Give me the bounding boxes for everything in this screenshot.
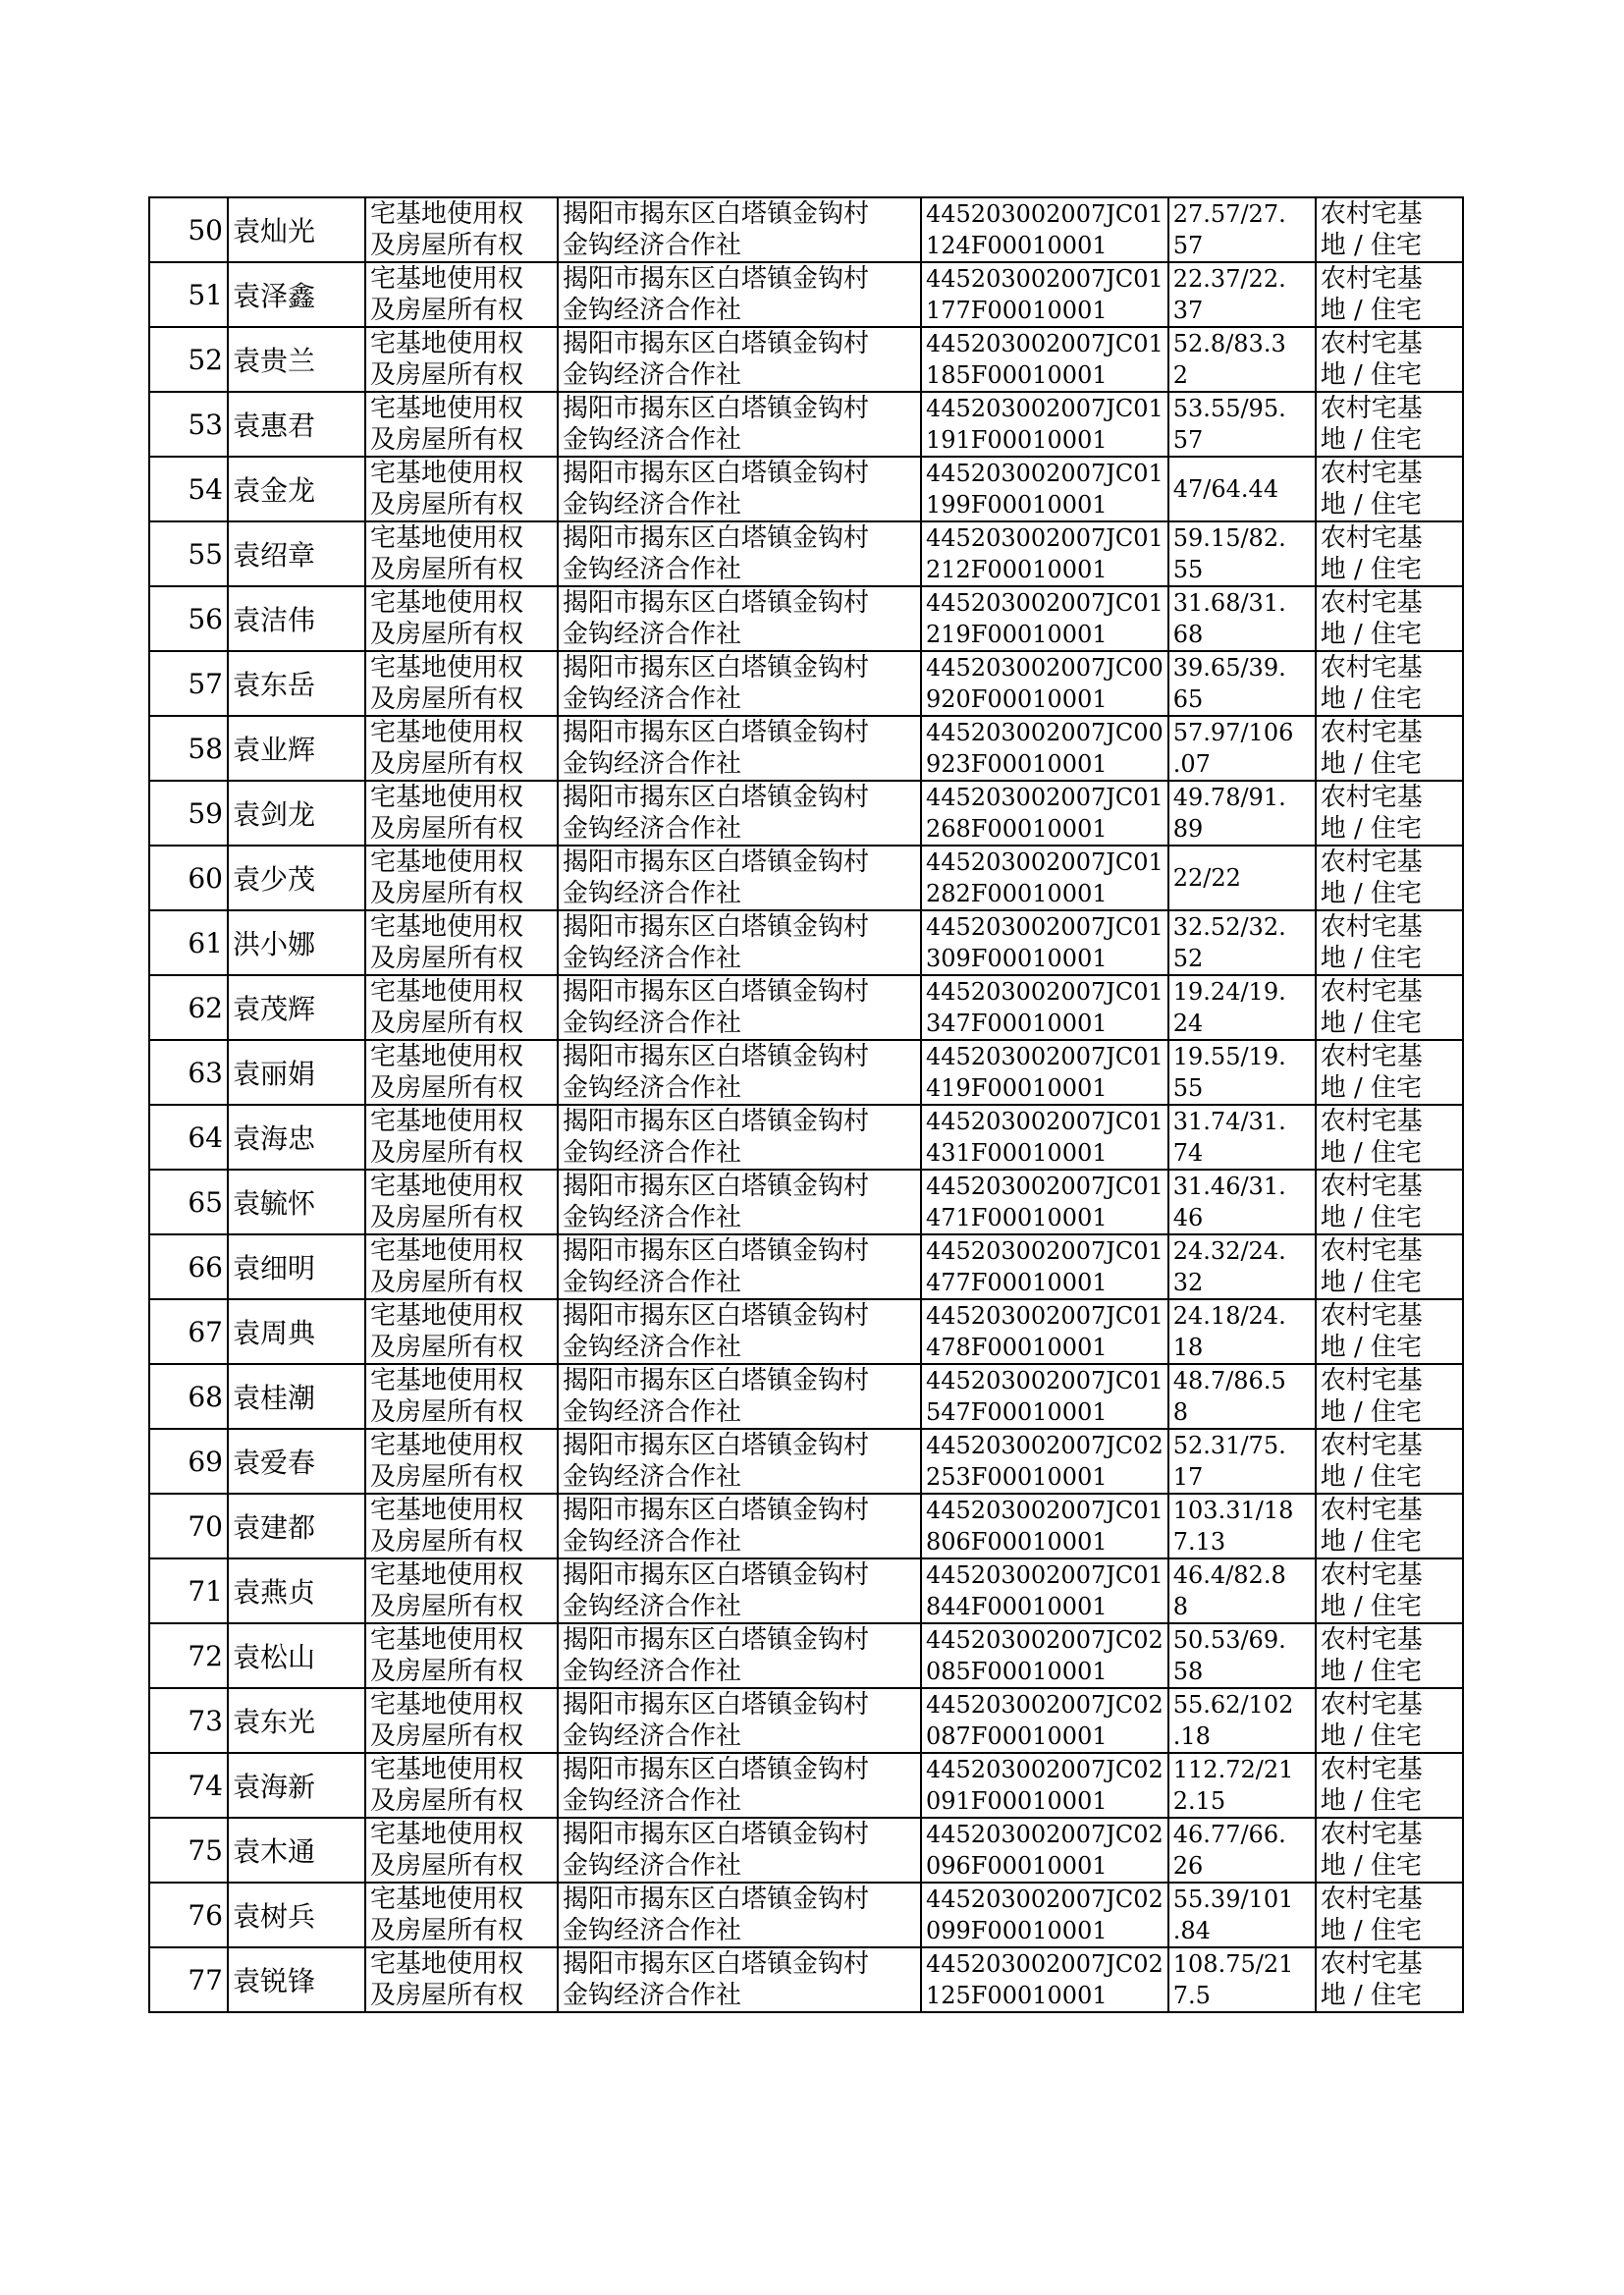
land-use-cell: 农村宅基 地 / 住宅 <box>1316 1688 1463 1753</box>
row-number-cell: 64 <box>149 1105 228 1170</box>
area-cell: 108.75/21 7.5 <box>1168 1947 1316 2012</box>
land-use-cell: 农村宅基 地 / 住宅 <box>1316 651 1463 716</box>
table-row <box>149 1170 1463 1234</box>
land-use-cell: 农村宅基 地 / 住宅 <box>1316 1558 1463 1623</box>
holder-name-cell: 袁绍章 <box>228 521 365 586</box>
land-use-cell: 农村宅基 地 / 住宅 <box>1316 1040 1463 1105</box>
certificate-number-cell: 445203002007JC01 844F00010001 <box>921 1558 1168 1623</box>
right-type-cell: 宅基地使用权 及房屋所有权 <box>365 910 558 975</box>
holder-name-cell: 袁树兵 <box>228 1883 365 1947</box>
certificate-number-cell: 445203002007JC02 096F00010001 <box>921 1818 1168 1883</box>
table-row <box>149 392 1463 457</box>
certificate-number-cell: 445203002007JC02 085F00010001 <box>921 1623 1168 1688</box>
land-owner-cell: 揭阳市揭东区白塔镇金钩村 金钩经济合作社 <box>558 1688 921 1753</box>
table-row <box>149 1234 1463 1299</box>
table-row <box>149 1883 1463 1947</box>
land-owner-cell: 揭阳市揭东区白塔镇金钩村 金钩经济合作社 <box>558 1623 921 1688</box>
right-type-cell: 宅基地使用权 及房屋所有权 <box>365 392 558 457</box>
area-cell: 49.78/91. 89 <box>1168 781 1316 846</box>
table-row <box>149 1040 1463 1105</box>
land-use-cell: 农村宅基 地 / 住宅 <box>1316 1818 1463 1883</box>
holder-name-cell: 袁丽娟 <box>228 1040 365 1105</box>
certificate-number-cell: 445203002007JC01 191F00010001 <box>921 392 1168 457</box>
area-cell: 32.52/32. 52 <box>1168 910 1316 975</box>
table-row <box>149 1558 1463 1623</box>
table-row <box>149 1623 1463 1688</box>
certificate-number-cell: 445203002007JC00 920F00010001 <box>921 651 1168 716</box>
row-number-cell: 73 <box>149 1688 228 1753</box>
land-owner-cell: 揭阳市揭东区白塔镇金钩村 金钩经济合作社 <box>558 1558 921 1623</box>
land-use-cell: 农村宅基 地 / 住宅 <box>1316 910 1463 975</box>
holder-name-cell: 袁木通 <box>228 1818 365 1883</box>
holder-name-cell: 袁东光 <box>228 1688 365 1753</box>
row-number-cell: 70 <box>149 1494 228 1558</box>
area-cell: 48.7/86.5 8 <box>1168 1364 1316 1429</box>
right-type-cell: 宅基地使用权 及房屋所有权 <box>365 457 558 521</box>
land-use-cell: 农村宅基 地 / 住宅 <box>1316 1234 1463 1299</box>
right-type-cell: 宅基地使用权 及房屋所有权 <box>365 1753 558 1818</box>
land-use-cell: 农村宅基 地 / 住宅 <box>1316 1429 1463 1494</box>
land-owner-cell: 揭阳市揭东区白塔镇金钩村 金钩经济合作社 <box>558 262 921 327</box>
land-owner-cell: 揭阳市揭东区白塔镇金钩村 金钩经济合作社 <box>558 586 921 651</box>
land-owner-cell: 揭阳市揭东区白塔镇金钩村 金钩经济合作社 <box>558 327 921 392</box>
certificate-number-cell: 445203002007JC00 923F00010001 <box>921 716 1168 781</box>
certificate-number-cell: 445203002007JC02 087F00010001 <box>921 1688 1168 1753</box>
area-cell: 39.65/39. 65 <box>1168 651 1316 716</box>
right-type-cell: 宅基地使用权 及房屋所有权 <box>365 521 558 586</box>
certificate-number-cell: 445203002007JC01 124F00010001 <box>921 197 1168 262</box>
land-use-cell: 农村宅基 地 / 住宅 <box>1316 262 1463 327</box>
land-owner-cell: 揭阳市揭东区白塔镇金钩村 金钩经济合作社 <box>558 457 921 521</box>
right-type-cell: 宅基地使用权 及房屋所有权 <box>365 586 558 651</box>
land-use-cell: 农村宅基 地 / 住宅 <box>1316 197 1463 262</box>
land-owner-cell: 揭阳市揭东区白塔镇金钩村 金钩经济合作社 <box>558 521 921 586</box>
holder-name-cell: 袁灿光 <box>228 197 365 262</box>
table-row <box>149 586 1463 651</box>
right-type-cell: 宅基地使用权 及房屋所有权 <box>365 1170 558 1234</box>
table-row <box>149 716 1463 781</box>
certificate-number-cell: 445203002007JC01 347F00010001 <box>921 975 1168 1040</box>
row-number-cell: 77 <box>149 1947 228 2012</box>
holder-name-cell: 袁桂潮 <box>228 1364 365 1429</box>
row-number-cell: 67 <box>149 1299 228 1364</box>
row-number-cell: 65 <box>149 1170 228 1234</box>
table-row <box>149 327 1463 392</box>
area-cell: 46.4/82.8 8 <box>1168 1558 1316 1623</box>
area-cell: 103.31/18 7.13 <box>1168 1494 1316 1558</box>
right-type-cell: 宅基地使用权 及房屋所有权 <box>365 1947 558 2012</box>
certificate-number-cell: 445203002007JC01 547F00010001 <box>921 1364 1168 1429</box>
row-number-cell: 63 <box>149 1040 228 1105</box>
table-row <box>149 262 1463 327</box>
row-number-cell: 55 <box>149 521 228 586</box>
table-row <box>149 1429 1463 1494</box>
land-use-cell: 农村宅基 地 / 住宅 <box>1316 457 1463 521</box>
area-cell: 31.74/31. 74 <box>1168 1105 1316 1170</box>
right-type-cell: 宅基地使用权 及房屋所有权 <box>365 1558 558 1623</box>
row-number-cell: 66 <box>149 1234 228 1299</box>
row-number-cell: 58 <box>149 716 228 781</box>
holder-name-cell: 袁洁伟 <box>228 586 365 651</box>
table-row <box>149 1753 1463 1818</box>
area-cell: 55.39/101 .84 <box>1168 1883 1316 1947</box>
area-cell: 24.32/24. 32 <box>1168 1234 1316 1299</box>
area-cell: 55.62/102 .18 <box>1168 1688 1316 1753</box>
holder-name-cell: 袁金龙 <box>228 457 365 521</box>
certificate-number-cell: 445203002007JC01 478F00010001 <box>921 1299 1168 1364</box>
holder-name-cell: 袁贵兰 <box>228 327 365 392</box>
table-row <box>149 1818 1463 1883</box>
row-number-cell: 71 <box>149 1558 228 1623</box>
right-type-cell: 宅基地使用权 及房屋所有权 <box>365 1234 558 1299</box>
land-owner-cell: 揭阳市揭东区白塔镇金钩村 金钩经济合作社 <box>558 1105 921 1170</box>
row-number-cell: 68 <box>149 1364 228 1429</box>
land-owner-cell: 揭阳市揭东区白塔镇金钩村 金钩经济合作社 <box>558 651 921 716</box>
land-use-cell: 农村宅基 地 / 住宅 <box>1316 1299 1463 1364</box>
right-type-cell: 宅基地使用权 及房屋所有权 <box>365 846 558 910</box>
right-type-cell: 宅基地使用权 及房屋所有权 <box>365 651 558 716</box>
row-number-cell: 52 <box>149 327 228 392</box>
holder-name-cell: 袁建都 <box>228 1494 365 1558</box>
right-type-cell: 宅基地使用权 及房屋所有权 <box>365 1299 558 1364</box>
certificate-number-cell: 445203002007JC01 219F00010001 <box>921 586 1168 651</box>
land-use-cell: 农村宅基 地 / 住宅 <box>1316 1170 1463 1234</box>
land-use-cell: 农村宅基 地 / 住宅 <box>1316 1753 1463 1818</box>
land-use-cell: 农村宅基 地 / 住宅 <box>1316 1947 1463 2012</box>
area-cell: 57.97/106 .07 <box>1168 716 1316 781</box>
certificate-number-cell: 445203002007JC01 268F00010001 <box>921 781 1168 846</box>
right-type-cell: 宅基地使用权 及房屋所有权 <box>365 1040 558 1105</box>
land-owner-cell: 揭阳市揭东区白塔镇金钩村 金钩经济合作社 <box>558 1818 921 1883</box>
table-row <box>149 1364 1463 1429</box>
row-number-cell: 62 <box>149 975 228 1040</box>
right-type-cell: 宅基地使用权 及房屋所有权 <box>365 262 558 327</box>
right-type-cell: 宅基地使用权 及房屋所有权 <box>365 1105 558 1170</box>
area-cell: 59.15/82. 55 <box>1168 521 1316 586</box>
certificate-number-cell: 445203002007JC02 099F00010001 <box>921 1883 1168 1947</box>
area-cell: 53.55/95. 57 <box>1168 392 1316 457</box>
right-type-cell: 宅基地使用权 及房屋所有权 <box>365 1494 558 1558</box>
land-owner-cell: 揭阳市揭东区白塔镇金钩村 金钩经济合作社 <box>558 1753 921 1818</box>
certificate-number-cell: 445203002007JC01 477F00010001 <box>921 1234 1168 1299</box>
area-cell: 46.77/66. 26 <box>1168 1818 1316 1883</box>
table-body <box>149 197 1463 2012</box>
row-number-cell: 60 <box>149 846 228 910</box>
area-cell: 31.68/31. 68 <box>1168 586 1316 651</box>
holder-name-cell: 袁泽鑫 <box>228 262 365 327</box>
land-owner-cell: 揭阳市揭东区白塔镇金钩村 金钩经济合作社 <box>558 716 921 781</box>
row-number-cell: 74 <box>149 1753 228 1818</box>
area-cell: 27.57/27. 57 <box>1168 197 1316 262</box>
right-type-cell: 宅基地使用权 及房屋所有权 <box>365 327 558 392</box>
holder-name-cell: 袁少茂 <box>228 846 365 910</box>
area-cell: 52.8/83.3 2 <box>1168 327 1316 392</box>
certificate-number-cell: 445203002007JC01 419F00010001 <box>921 1040 1168 1105</box>
area-cell: 24.18/24. 18 <box>1168 1299 1316 1364</box>
table-row <box>149 846 1463 910</box>
right-type-cell: 宅基地使用权 及房屋所有权 <box>365 716 558 781</box>
land-use-cell: 农村宅基 地 / 住宅 <box>1316 327 1463 392</box>
row-number-cell: 50 <box>149 197 228 262</box>
land-owner-cell: 揭阳市揭东区白塔镇金钩村 金钩经济合作社 <box>558 392 921 457</box>
holder-name-cell: 袁惠君 <box>228 392 365 457</box>
holder-name-cell: 袁茂辉 <box>228 975 365 1040</box>
right-type-cell: 宅基地使用权 及房屋所有权 <box>365 1883 558 1947</box>
right-type-cell: 宅基地使用权 及房屋所有权 <box>365 975 558 1040</box>
holder-name-cell: 袁东岳 <box>228 651 365 716</box>
certificate-number-cell: 445203002007JC01 309F00010001 <box>921 910 1168 975</box>
table-row <box>149 521 1463 586</box>
certificate-number-cell: 445203002007JC02 125F00010001 <box>921 1947 1168 2012</box>
land-owner-cell: 揭阳市揭东区白塔镇金钩村 金钩经济合作社 <box>558 781 921 846</box>
holder-name-cell: 洪小娜 <box>228 910 365 975</box>
table-row <box>149 457 1463 521</box>
area-cell: 31.46/31. 46 <box>1168 1170 1316 1234</box>
land-owner-cell: 揭阳市揭东区白塔镇金钩村 金钩经济合作社 <box>558 1040 921 1105</box>
land-owner-cell: 揭阳市揭东区白塔镇金钩村 金钩经济合作社 <box>558 197 921 262</box>
holder-name-cell: 袁毓怀 <box>228 1170 365 1234</box>
table-row <box>149 197 1463 262</box>
land-use-cell: 农村宅基 地 / 住宅 <box>1316 1364 1463 1429</box>
table-row <box>149 1688 1463 1753</box>
table-row <box>149 651 1463 716</box>
holder-name-cell: 袁周典 <box>228 1299 365 1364</box>
land-owner-cell: 揭阳市揭东区白塔镇金钩村 金钩经济合作社 <box>558 910 921 975</box>
row-number-cell: 59 <box>149 781 228 846</box>
certificate-number-cell: 445203002007JC01 185F00010001 <box>921 327 1168 392</box>
right-type-cell: 宅基地使用权 及房屋所有权 <box>365 1429 558 1494</box>
certificate-number-cell: 445203002007JC01 199F00010001 <box>921 457 1168 521</box>
right-type-cell: 宅基地使用权 及房屋所有权 <box>365 197 558 262</box>
land-use-cell: 农村宅基 地 / 住宅 <box>1316 1105 1463 1170</box>
land-owner-cell: 揭阳市揭东区白塔镇金钩村 金钩经济合作社 <box>558 1429 921 1494</box>
land-owner-cell: 揭阳市揭东区白塔镇金钩村 金钩经济合作社 <box>558 1299 921 1364</box>
land-owner-cell: 揭阳市揭东区白塔镇金钩村 金钩经济合作社 <box>558 1947 921 2012</box>
holder-name-cell: 袁爱春 <box>228 1429 365 1494</box>
certificate-number-cell: 445203002007JC01 806F00010001 <box>921 1494 1168 1558</box>
certificate-number-cell: 445203002007JC01 471F00010001 <box>921 1170 1168 1234</box>
land-owner-cell: 揭阳市揭东区白塔镇金钩村 金钩经济合作社 <box>558 846 921 910</box>
area-cell: 50.53/69. 58 <box>1168 1623 1316 1688</box>
table-row <box>149 1947 1463 2012</box>
area-cell: 52.31/75. 17 <box>1168 1429 1316 1494</box>
holder-name-cell: 袁海忠 <box>228 1105 365 1170</box>
land-use-cell: 农村宅基 地 / 住宅 <box>1316 392 1463 457</box>
land-use-cell: 农村宅基 地 / 住宅 <box>1316 1494 1463 1558</box>
certificate-number-cell: 445203002007JC01 282F00010001 <box>921 846 1168 910</box>
table-row <box>149 1299 1463 1364</box>
certificate-number-cell: 445203002007JC02 253F00010001 <box>921 1429 1168 1494</box>
certificate-number-cell: 445203002007JC01 177F00010001 <box>921 262 1168 327</box>
land-use-cell: 农村宅基 地 / 住宅 <box>1316 521 1463 586</box>
row-number-cell: 54 <box>149 457 228 521</box>
land-use-cell: 农村宅基 地 / 住宅 <box>1316 846 1463 910</box>
area-cell: 22/22 <box>1168 846 1316 910</box>
land-owner-cell: 揭阳市揭东区白塔镇金钩村 金钩经济合作社 <box>558 1170 921 1234</box>
land-use-cell: 农村宅基 地 / 住宅 <box>1316 1623 1463 1688</box>
row-number-cell: 61 <box>149 910 228 975</box>
holder-name-cell: 袁业辉 <box>228 716 365 781</box>
right-type-cell: 宅基地使用权 及房屋所有权 <box>365 1688 558 1753</box>
table-row <box>149 1105 1463 1170</box>
right-type-cell: 宅基地使用权 及房屋所有权 <box>365 1364 558 1429</box>
row-number-cell: 76 <box>149 1883 228 1947</box>
registry-table <box>148 196 1464 2013</box>
area-cell: 112.72/21 2.15 <box>1168 1753 1316 1818</box>
land-owner-cell: 揭阳市揭东区白塔镇金钩村 金钩经济合作社 <box>558 1883 921 1947</box>
land-owner-cell: 揭阳市揭东区白塔镇金钩村 金钩经济合作社 <box>558 1234 921 1299</box>
table-row <box>149 1494 1463 1558</box>
row-number-cell: 53 <box>149 392 228 457</box>
certificate-number-cell: 445203002007JC01 212F00010001 <box>921 521 1168 586</box>
holder-name-cell: 袁锐锋 <box>228 1947 365 2012</box>
land-owner-cell: 揭阳市揭东区白塔镇金钩村 金钩经济合作社 <box>558 1494 921 1558</box>
certificate-number-cell: 445203002007JC02 091F00010001 <box>921 1753 1168 1818</box>
table-row <box>149 975 1463 1040</box>
land-owner-cell: 揭阳市揭东区白塔镇金钩村 金钩经济合作社 <box>558 1364 921 1429</box>
land-use-cell: 农村宅基 地 / 住宅 <box>1316 716 1463 781</box>
table-row <box>149 781 1463 846</box>
area-cell: 19.24/19. 24 <box>1168 975 1316 1040</box>
row-number-cell: 72 <box>149 1623 228 1688</box>
row-number-cell: 51 <box>149 262 228 327</box>
right-type-cell: 宅基地使用权 及房屋所有权 <box>365 1623 558 1688</box>
area-cell: 47/64.44 <box>1168 457 1316 521</box>
holder-name-cell: 袁细明 <box>228 1234 365 1299</box>
land-use-cell: 农村宅基 地 / 住宅 <box>1316 1883 1463 1947</box>
land-use-cell: 农村宅基 地 / 住宅 <box>1316 781 1463 846</box>
row-number-cell: 56 <box>149 586 228 651</box>
right-type-cell: 宅基地使用权 及房屋所有权 <box>365 1818 558 1883</box>
holder-name-cell: 袁松山 <box>228 1623 365 1688</box>
certificate-number-cell: 445203002007JC01 431F00010001 <box>921 1105 1168 1170</box>
row-number-cell: 57 <box>149 651 228 716</box>
land-use-cell: 农村宅基 地 / 住宅 <box>1316 586 1463 651</box>
holder-name-cell: 袁海新 <box>228 1753 365 1818</box>
row-number-cell: 75 <box>149 1818 228 1883</box>
holder-name-cell: 袁燕贞 <box>228 1558 365 1623</box>
area-cell: 22.37/22. 37 <box>1168 262 1316 327</box>
land-use-cell: 农村宅基 地 / 住宅 <box>1316 975 1463 1040</box>
holder-name-cell: 袁剑龙 <box>228 781 365 846</box>
row-number-cell: 69 <box>149 1429 228 1494</box>
land-owner-cell: 揭阳市揭东区白塔镇金钩村 金钩经济合作社 <box>558 975 921 1040</box>
right-type-cell: 宅基地使用权 及房屋所有权 <box>365 781 558 846</box>
area-cell: 19.55/19. 55 <box>1168 1040 1316 1105</box>
table-row <box>149 910 1463 975</box>
